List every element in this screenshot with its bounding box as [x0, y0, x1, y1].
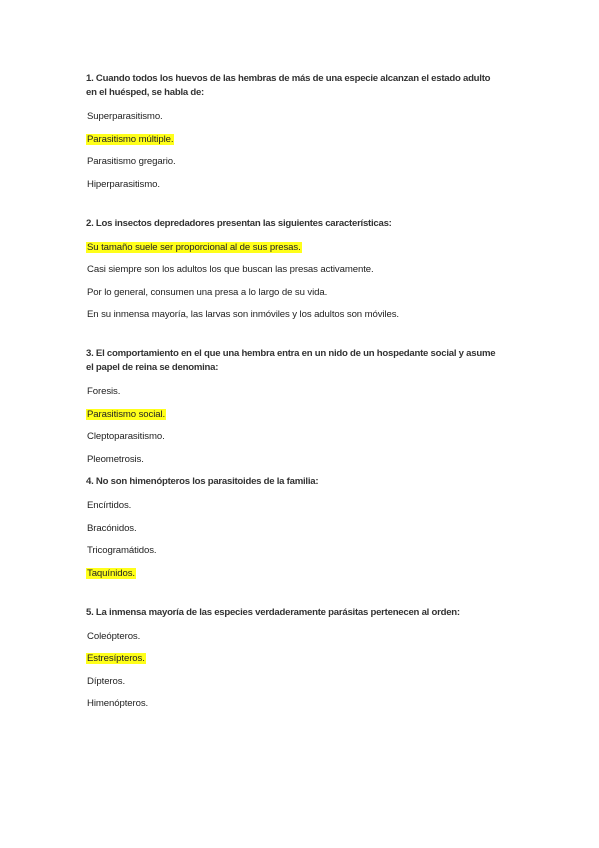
option-correct: Su tamaño suele ser proporcional al de sus presas. — [87, 241, 301, 253]
question-block-4 — [86, 475, 506, 580]
question-block-1 — [86, 72, 506, 191]
question-text: 5. La inmensa mayoría de las especies verdaderamente parásitas pertenecen al orden: — [86, 606, 460, 618]
question-text: 4. No son himenópteros los parasitoides de la familia: — [86, 476, 319, 487]
question-text: 2. Los insectos depredadores presentan las siguientes características: — [86, 217, 392, 229]
option: Cleptoparasitismo. — [87, 431, 165, 442]
question-block-3 — [86, 347, 506, 466]
question-block-2 — [86, 217, 506, 322]
option: Dípteros. — [87, 675, 126, 687]
option: Parasitismo gregario. — [87, 156, 176, 167]
option: Encírtidos. — [87, 500, 132, 511]
option-correct: Estresípteros. — [87, 653, 145, 664]
option: Coleópteros. — [87, 630, 141, 642]
option: Por lo general, consumen una presa a lo largo de su vida. — [87, 286, 328, 298]
question-text: 3. El comportamiento en el que una hembra entra en un nido de un hospedante social y asume el papel de reina se denomina: — [86, 348, 496, 373]
option: Superparasitismo. — [87, 111, 163, 122]
option-correct: Parasitismo múltiple. — [87, 133, 174, 145]
question-block-5 — [86, 606, 506, 711]
option: Pleometrosis. — [87, 453, 144, 465]
option: Casi siempre son los adultos los que buscan las presas activamente. — [87, 264, 374, 275]
option-correct: Taquínidos. — [87, 567, 135, 579]
quiz-content — [86, 72, 506, 736]
option: Bracónidos. — [87, 522, 137, 534]
option: Tricogramátidos. — [87, 545, 157, 556]
option: En su inmensa mayoría, las larvas son inmóviles y los adultos son móviles. — [87, 309, 399, 320]
option: Himenópteros. — [87, 698, 149, 709]
option-correct: Parasitismo social. — [87, 408, 166, 420]
option: Foresis. — [87, 386, 121, 397]
question-text: 1. Cuando todos los huevos de las hembras de más de una especie alcanzan el estado adulto en el huésped, se habla de: — [86, 73, 491, 98]
option: Hiperparasitismo. — [87, 178, 160, 190]
